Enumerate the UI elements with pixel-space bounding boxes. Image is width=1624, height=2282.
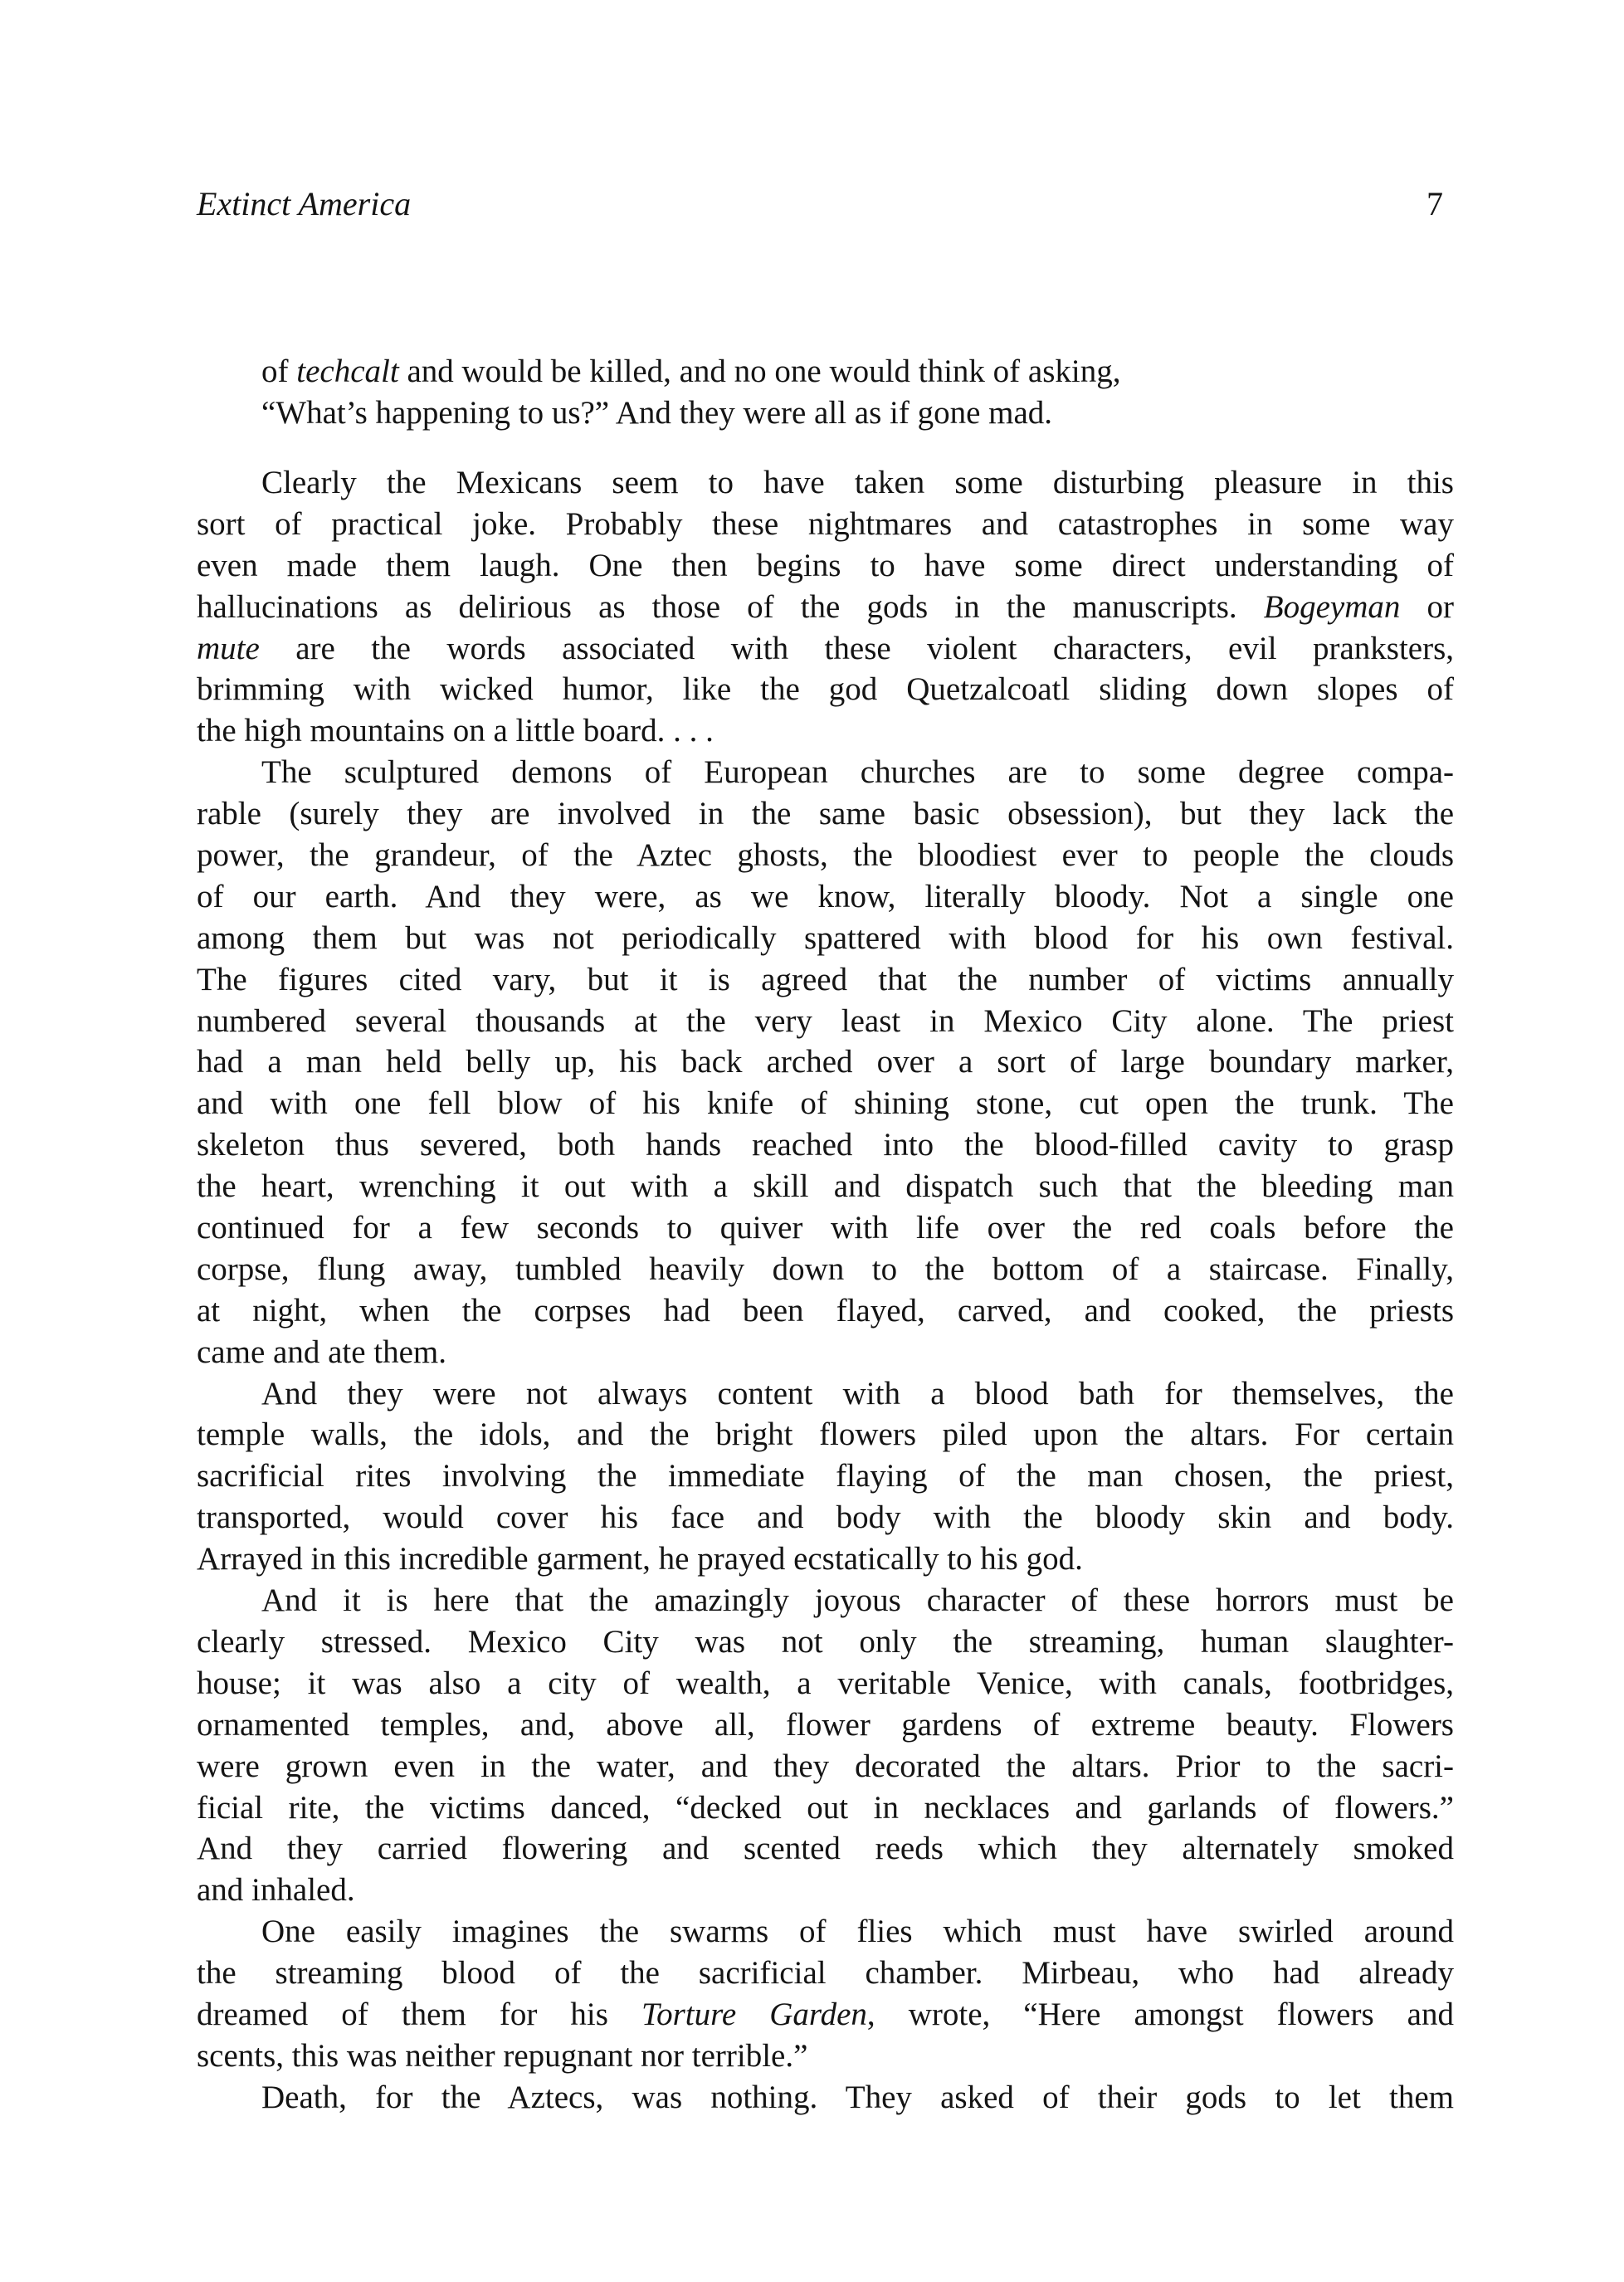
text-line: [197, 1621, 1454, 1663]
text-run: corpse, flung away, tumbled heavily down to the bottom of a staircase. Finally,: [197, 1251, 1454, 1287]
block-quote: [261, 351, 1390, 434]
paragraph: [197, 1911, 1454, 2077]
text-run: and inhaled.: [197, 1872, 355, 1909]
text-line: [197, 1994, 1454, 2036]
text-run: dreamed of them for his: [197, 1996, 641, 2032]
text-line: [197, 1001, 1454, 1042]
text-line: [197, 1249, 1454, 1290]
text-line: [197, 1911, 1454, 1953]
text-run: “What’s happening to us?” And they were all as if gone mad.: [261, 394, 1053, 431]
text-run: even made them laugh. One then begins to have some direct understanding of: [197, 547, 1454, 583]
paragraph: [197, 1580, 1454, 1911]
text-line: [197, 1207, 1454, 1249]
text-line: [197, 1828, 1454, 1870]
text-run: ornamented temples, and, above all, flower gardens of extreme beauty. Flowers: [197, 1706, 1454, 1743]
text-run: One easily imagines the swarms of flies which must have swirled around: [261, 1914, 1454, 1950]
text-line: [197, 504, 1454, 545]
text-line: [197, 1663, 1454, 1704]
text-run: had a man held belly up, his back arched over a sort of large boundary marker,: [197, 1044, 1454, 1080]
italic-text: techcalt: [296, 354, 399, 389]
text-run: the streaming blood of the sacrificial chamber. Mirbeau, who had already: [197, 1955, 1454, 1992]
text-line: [197, 710, 1454, 752]
text-run: skeleton thus severed, both hands reached into the blood-filled cavity to grasp: [197, 1127, 1454, 1163]
text-run: , wrote, “Here amongst flowers and: [866, 1996, 1454, 2032]
text-line: [197, 1041, 1454, 1083]
text-line: [197, 1083, 1454, 1124]
text-run: the heart, wrenching it out with a skill and dispatch such that the bleeding man: [197, 1168, 1454, 1205]
text-line: [197, 628, 1454, 670]
text-run: And they carried flowering and scented reeds which they alternately smoked: [197, 1831, 1454, 1867]
text-line: [197, 1497, 1454, 1538]
text-run: sort of practical joke. Probably these nightmares and catastrophes in some way: [197, 505, 1454, 542]
text-line: [261, 393, 1390, 434]
text-line: [197, 2036, 1454, 2077]
text-run: rable (surely they are involved in the same basic obsession), but they lack the: [197, 796, 1454, 832]
text-run: house; it was also a city of wealth, a veritable Venice, with canals, footbridges,: [197, 1665, 1454, 1701]
text-line: [197, 2077, 1454, 2119]
text-run: And they were not always content with a blood bath for themselves, the: [261, 1375, 1454, 1412]
text-run: among them but was not periodically spattered with blood for his own festival.: [197, 919, 1454, 956]
text-run: Arrayed in this incredible garment, he prayed ecstatically to his god.: [197, 1541, 1083, 1577]
text-line: [197, 1414, 1454, 1456]
text-line: [197, 1456, 1454, 1497]
italic-text: Torture Garden: [641, 1996, 867, 2032]
text-run: continued for a few seconds to quiver with life over the red coals before the: [197, 1210, 1454, 1246]
text-line: [197, 1290, 1454, 1332]
text-run: numbered several thousands at the very least in Mexico City alone. The priest: [197, 1002, 1454, 1039]
text-run: at night, when the corpses had been flayed, carved, and cooked, the priests: [197, 1292, 1454, 1329]
text-line: [197, 1166, 1454, 1207]
text-run: are the words associated with these violent characters, evil pranksters,: [259, 630, 1454, 666]
italic-text: Bogeyman: [1263, 588, 1401, 625]
running-head: Extinct America: [197, 185, 412, 222]
text-run: were grown even in the water, and they decorated the altars. Prior to the sacri-: [197, 1748, 1454, 1784]
text-line: [197, 1704, 1454, 1746]
text-line: [197, 1124, 1454, 1166]
text-line: [197, 1538, 1454, 1580]
text-line: [197, 1953, 1454, 1994]
text-line: [197, 1787, 1454, 1829]
text-run: came and ate them.: [197, 1334, 447, 1370]
text-run: of: [261, 354, 297, 389]
paragraph: [197, 752, 1454, 1373]
text-line: [197, 876, 1454, 918]
text-run: Clearly the Mexicans seem to have taken some disturbing pleasure in this: [261, 465, 1454, 500]
page-number: 7: [1426, 185, 1443, 222]
text-run: ficial rite, the victims danced, “decked out in necklaces and garlands of flowers.”: [197, 1789, 1454, 1826]
paragraph: [197, 2077, 1454, 2119]
text-line: [197, 545, 1454, 587]
text-line: [197, 918, 1454, 959]
text-line: [197, 587, 1454, 628]
text-line: [197, 1746, 1454, 1787]
text-run: and would be killed, and no one would think of asking,: [398, 354, 1121, 389]
text-line: [197, 959, 1454, 1001]
text-run: The sculptured demons of European churches are to some degree compa-: [261, 754, 1454, 791]
text-run: scents, this was neither repugnant nor terrible.”: [197, 2037, 808, 2074]
text-run: And it is here that the amazingly joyous character of these horrors must be: [261, 1582, 1454, 1619]
paragraph: [197, 1373, 1454, 1580]
body-text: [197, 462, 1454, 2119]
text-line: [197, 835, 1454, 876]
text-line: [197, 669, 1454, 710]
italic-text: mute: [197, 630, 260, 666]
text-run: the high mountains on a little board. . . .: [197, 713, 714, 749]
text-run: brimming with wicked humor, like the god Quetzalcoatl sliding down slopes of: [197, 671, 1454, 708]
text-run: of our earth. And they were, as we know, literally bloody. Not a single one: [197, 878, 1454, 914]
text-run: clearly stressed. Mexico City was not only the streaming, human slaughter-: [197, 1623, 1454, 1660]
text-run: Death, for the Aztecs, was nothing. They asked of their gods to let them: [261, 2079, 1454, 2115]
text-line: [197, 752, 1454, 793]
text-run: hallucinations as delirious as those of the gods in the manuscripts.: [197, 588, 1264, 625]
text-line: [197, 1332, 1454, 1373]
text-line: [197, 1870, 1454, 1911]
text-run: sacrificial rites involving the immediate flaying of the man chosen, the priest,: [197, 1458, 1454, 1495]
text-run: temple walls, the idols, and the bright flowers piled upon the altars. For certain: [197, 1416, 1454, 1453]
text-run: transported, would cover his face and body with the bloody skin and body.: [197, 1499, 1454, 1536]
text-run: power, the grandeur, of the Aztec ghosts, the bloodiest ever to people the clouds: [197, 837, 1454, 874]
text-line: [197, 793, 1454, 835]
paragraph: [197, 462, 1454, 752]
text-line: [261, 351, 1390, 393]
text-line: [197, 1580, 1454, 1621]
text-run: and with one fell blow of his knife of shining stone, cut open the trunk. The: [197, 1085, 1454, 1122]
text-run: The figures cited vary, but it is agreed that the number of victims annually: [197, 961, 1454, 997]
text-line: [197, 1373, 1454, 1415]
text-run: or: [1400, 588, 1454, 625]
text-line: [197, 462, 1454, 504]
